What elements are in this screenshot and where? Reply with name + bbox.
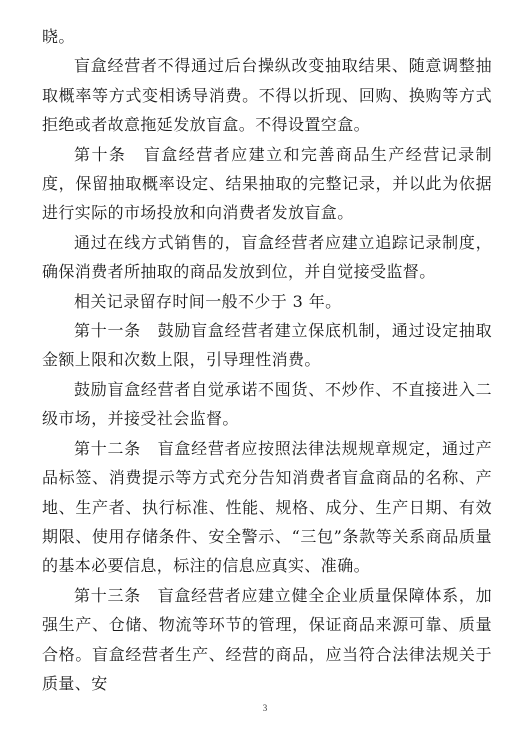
body-text <box>42 22 492 698</box>
paragraph-no-empty-box: 盲盒经营者不得通过后台操纵改变抽取结果、随意调整抽取概率等方式变相诱导消费。不得以折现、回购、换购等方式拒绝或者故意拖延发放盲盒。不得设置空盒。 <box>42 56 492 135</box>
paragraph-online-tracking: 通过在线方式销售的，盲盒经营者应建立追踪记录制度，确保消费者所抽取的商品发放到位，并自觉接受监督。 <box>42 232 492 282</box>
paragraph-record-retention: 相关记录留存时间一般不少于 3 年。 <box>74 291 342 311</box>
paragraph-no-hoarding: 鼓励盲盒经营者自觉承诺不囤货、不炒作、不直接进入二级市场，并接受社会监督。 <box>42 379 492 429</box>
article-13: 第十三条 盲盒经营者应建立健全企业质量保障体系，加强生产、仓储、物流等环节的管理，保证商品来源可靠、质量合格。盲盒经营者生产、经营的商品，应当符合法律法规关于质量、安 <box>42 585 492 693</box>
article-10: 第十条 盲盒经营者应建立和完善商品生产经营记录制度，保留抽取概率设定、结果抽取的完整记录，并以此为依据进行实际的市场投放和向消费者发放盲盒。 <box>42 144 492 223</box>
page-number: 3 <box>262 703 268 713</box>
paragraph-continuation: 晓。 <box>42 27 75 46</box>
article-12: 第十二条 盲盒经营者应按照法律法规规章规定，通过产品标签、消费提示等方式充分告知消费者盲盒商品的名称、产地、生产者、执行标准、性能、规格、成分、生产日期、有效期限、使用存储条件、安全警示、“三包”条款等关系商品质量的基本必要信息，标注的信息应真实、准确。 <box>42 438 492 576</box>
article-11: 第十一条 鼓励盲盒经营者建立保底机制，通过设定抽取金额上限和次数上限，引导理性消费。 <box>42 321 492 370</box>
